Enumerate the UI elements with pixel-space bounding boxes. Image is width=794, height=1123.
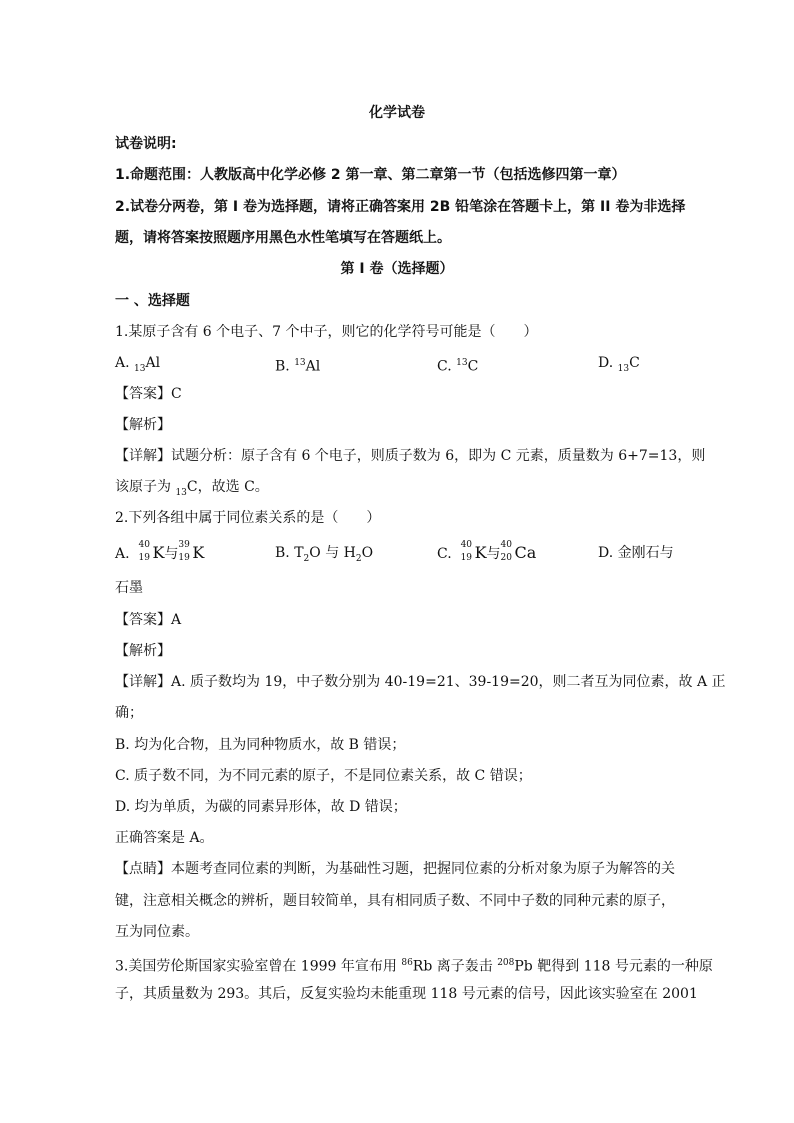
q2-detail-line-2: 确； bbox=[115, 705, 143, 721]
instructions-item-2-line-2: 题，请将答案按照题序用黑色水性笔填写在答题纸上。 bbox=[115, 230, 451, 246]
q2-option-c-explanation: C. 质子数不同，为不同元素的原子，不是同位素关系，故 C 错误； bbox=[115, 768, 532, 784]
q1-analysis: 【解析】 bbox=[115, 417, 171, 433]
q1-option-b: B. $^{13}$Al bbox=[275, 358, 321, 375]
q2-option-d: D. 金刚石与 bbox=[598, 545, 674, 561]
q2-comment-line-2: 键，注意相关概念的辨析，题目较简单，具有相同质子数、不同中子数的同种元素的原子， bbox=[115, 893, 675, 909]
q2-answer: 【答案】A bbox=[115, 612, 182, 628]
q2-stem: 2.下列各组中属于同位素关系的是（ ） bbox=[115, 510, 381, 526]
q1-stem: 1.某原子含有 6 个电子、7 个中子，则它的化学符号可能是（ ） bbox=[115, 324, 538, 340]
q3-stem-line-2: 子，其质量数为 293。其后，反复实验均未能重现 118 号元素的信号，因此该实验室在 2001 bbox=[115, 986, 698, 1002]
q1-option-c: C. $^{13}$C bbox=[437, 358, 479, 375]
instructions-item-2-line-1: 2.试卷分两卷，第 I 卷为选择题，请将正确答案用 2B 铅笔涂在答题卡上，第 II 卷为非选择 bbox=[115, 199, 686, 215]
q1-option-d: D. $_{13}$C bbox=[598, 355, 640, 374]
q2-option-b: B. $T_2O$ 与 $H_2O$ bbox=[275, 545, 374, 564]
q2-comment-line-1: 【点睛】本题考查同位素的判断，为基础性习题，把握同位素的分析对象为原子为解答的关 bbox=[115, 861, 675, 877]
q3-stem-line-1: 3.美国劳伦斯国家实验室曾在 1999 年宣布用 $^{86}$Rb 离子轰击 $^{208}$Pb 靶得到 118 号元素的一种原 bbox=[115, 958, 713, 975]
section-title: 一 、选择题 bbox=[115, 293, 190, 309]
instructions-heading: 试卷说明: bbox=[115, 136, 177, 152]
volume-title: 第 I 卷（选择题） bbox=[340, 261, 454, 277]
q1-option-a: A. $_{13}$Al bbox=[115, 355, 161, 374]
q2-detail-line-1: 【详解】A. 质子数均为 19，中子数分别为 40-19=21、39-19=20，则二者互为同位素，故 A 正 bbox=[115, 674, 726, 690]
q2-correct-answer: 正确答案是 A。 bbox=[115, 830, 214, 846]
q2-analysis: 【解析】 bbox=[115, 643, 171, 659]
q2-option-d-continued: 石墨 bbox=[115, 580, 143, 596]
instructions-item-1: 1.命题范围：人教版高中化学必修 2 第一章、第二章第一节（包括选修四第一章） bbox=[115, 167, 626, 183]
q2-option-a: A. 40 19 K与 39 19 K bbox=[115, 540, 205, 563]
page-title: 化学试卷 bbox=[369, 105, 425, 121]
q1-detail-line-1: 【详解】试题分析：原子含有 6 个电子，则质子数为 6，即为 C 元素，质量数为 6+7=13，则 bbox=[115, 448, 706, 464]
q2-option-b-explanation: B. 均为化合物，且为同种物质水，故 B 错误； bbox=[115, 737, 406, 753]
q2-option-c: C. 40 19 K与 40 20 Ca bbox=[437, 540, 537, 563]
q1-answer: 【答案】C bbox=[115, 386, 182, 402]
q1-detail-line-2: 该原子为 $_{13}$C，故选 C。 bbox=[115, 479, 269, 498]
q2-option-d-explanation: D. 均为单质，为碳的同素异形体，故 D 错误； bbox=[115, 799, 407, 815]
q2-comment-line-3: 互为同位素。 bbox=[115, 924, 199, 940]
